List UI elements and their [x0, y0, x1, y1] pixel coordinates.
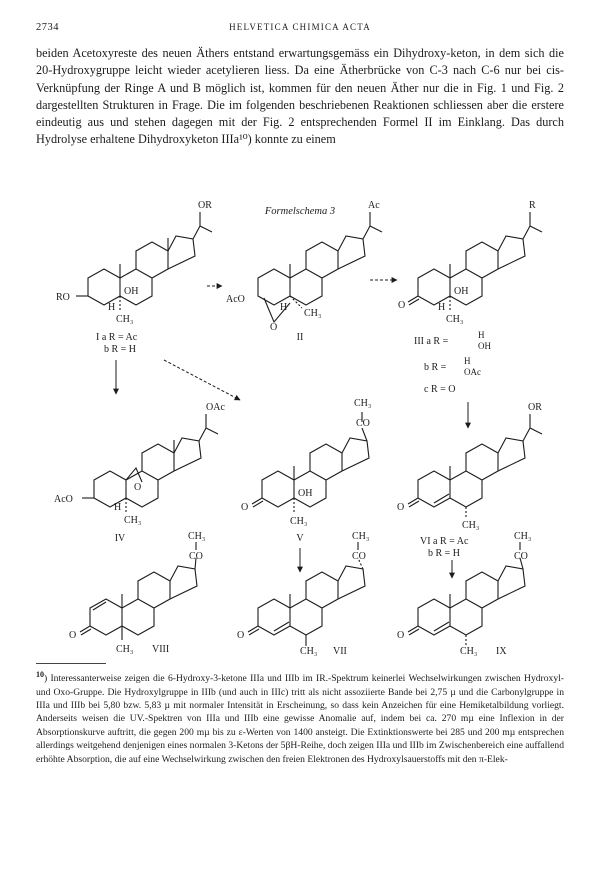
- compound-III: [408, 212, 542, 310]
- compound-III-label-b: b R =: [424, 362, 447, 373]
- ring-B: [450, 599, 482, 635]
- compound-III-label-b-sub-top: H: [464, 356, 471, 366]
- compound-III-methyl: CH₃: [446, 314, 464, 325]
- ring-A: [90, 599, 122, 635]
- compound-VI-ketone-oxygen: O: [397, 502, 405, 513]
- body-text: [36, 45, 564, 149]
- compound-III-label-a-sub-bottom: OH: [478, 341, 491, 351]
- ring-B: [122, 599, 154, 635]
- compound-II-methyl: CH₃: [304, 308, 322, 319]
- compound-I-label-a: I a R = Ac: [96, 332, 138, 343]
- ketone-bond: [248, 626, 259, 635]
- compound-I-top-substituent: OR: [198, 200, 212, 211]
- footnote-paragraph: $^{10}$) Interessanterweise zeigen die 6-Hydroxy-3-ketone IIIa und IIIb im IR.-Spektrum keinerlei Wechselwirkungen zwischen Hydroxyl- und Oxo-Gruppe. Die Hydroxylgruppe in IIIb (und auch in IIIc) tritt als nicht assoziierte Bande bei 2,75 µ und die Carbonylgruppe in IIIa und IIIb bei 5,80 bzw. 5,83 µ mit normaler Intensität in Erscheinung, so dass kein Anzeichen für eine Hemiketalbildung vorliegt. Anderseits weisen die UV.-Spektren von IIIa und IIIb eine gewisse Anomalie auf, indem bei ca. 270 mµ eine Inflexion in der Absorptionskurve auftritt, die gegen 200 mµ bis zu ε-Werten von 1400 ansteigt. Die Extinktionswerte bei 285 und 200 mµ entsprechen allerdings weitgehend denjenigen eines normalen 3-Ketons der 5βH-Reihe, doch zeigen IIIa und IIIb im Zwischenbereich eine auffallend erhöhte Absorption, die auf eine Wechselwirkung zwischen den freien Elektronen des Hydroxylsauerstoffs mit den π-Elek-: [36, 670, 564, 765]
- ring-C: [142, 444, 174, 480]
- ring-A: [262, 471, 294, 507]
- compound-VI-label-a: VI a R = Ac: [420, 536, 469, 547]
- ring-C: [466, 242, 498, 278]
- compound-II-label: II: [296, 332, 304, 343]
- side-chain: [363, 212, 382, 239]
- compound-V-acetyl-ch3: CH₃: [354, 398, 372, 409]
- compound-II-top-substituent: Ac: [368, 200, 380, 211]
- compound-II-hydrogen: H: [280, 302, 288, 313]
- compound-II-left-group: AcO: [226, 294, 245, 305]
- compound-I: [76, 212, 212, 310]
- compound-IX-methyl: CH₃: [460, 646, 478, 657]
- ring-D: [174, 438, 201, 471]
- footnote-text: Interessanterweise zeigen die 6-Hydroxy-3-ketone IIIa und IIIb im IR.-Spektrum keinerlei Wechselwirkungen zwischen Hydroxyl- und Oxo-Gruppe. Die Hydroxylgruppe in IIIb (und auch in IIIc) tritt als nicht assoziierte Bande bei 2,75 µ und die Carbonylgruppe in IIIa und IIIb bei 5,80 bzw. 5,83 µ mit normaler Intensität in Erscheinung, so dass kein Anzeichen für eine Hemiketalbildung vorliegt. Anderseits weisen die UV.-Spektren von IIIa und IIIb eine gewisse Anomalie auf, indem bei ca. 270 mµ eine Inflexion in der Absorptionskurve auftritt, die gegen 200 mµ bis zu ε-Werten von 1400 ansteigt. Die Extinktionswerte bei 285 und 200 mµ entsprechen allerdings weitgehend denjenigen eines normalen 3-Ketons der 5βH-Reihe, doch zeigen IIIa und IIIb im Zwischenbereich eine auffallend erhöhte Absorption, die auf eine Wechselwirkung zwischen den freien Elektronen des Hydroxylsauerstoffs mit den π-Elek-: [36, 673, 564, 765]
- compound-VII-acetyl-co: CO: [352, 551, 366, 562]
- ring-C: [310, 444, 342, 480]
- ring-A-double-bond: [274, 622, 289, 631]
- ring-B: [126, 471, 158, 507]
- ring-A: [418, 471, 450, 507]
- compound-IV: [82, 414, 218, 512]
- compound-I-methyl: CH₃: [116, 314, 134, 325]
- ring-C: [306, 242, 338, 278]
- compound-III-ketone-oxygen: O: [398, 300, 406, 311]
- ketone-bond: [408, 296, 419, 305]
- ring-D: [170, 566, 197, 599]
- compound-III-label-a: III a R =: [414, 336, 449, 347]
- ketone-bond: [252, 498, 263, 507]
- compound-VI-label-b: b R = H: [428, 548, 461, 559]
- ring-C: [306, 572, 338, 608]
- ring-D: [168, 236, 195, 269]
- footnote-divider: [36, 663, 106, 664]
- compound-V-acetyl-co: CO: [356, 418, 370, 429]
- ring-D: [498, 438, 525, 471]
- compound-I-hydrogen: H: [108, 302, 116, 313]
- compound-III-label-b-sub-bottom: OAc: [464, 367, 481, 377]
- compound-I-label-b: b R = H: [104, 344, 137, 355]
- side-chain: [199, 414, 218, 441]
- side-chain: [193, 212, 212, 239]
- ring-A-double-bond: [434, 494, 449, 503]
- compound-VII-label: VII: [333, 646, 347, 657]
- compound-IV-bridge-oxygen: O: [134, 482, 142, 493]
- compound-VIII: [80, 542, 197, 640]
- compound-VI: [408, 414, 542, 518]
- side-chain: [523, 414, 542, 441]
- side-chain: [523, 212, 542, 239]
- ketone-bond: [408, 498, 419, 507]
- compound-I-hydroxyl: OH: [124, 286, 139, 297]
- compound-V-hydroxyl: OH: [298, 488, 313, 499]
- ring-D: [338, 566, 365, 599]
- ring-D: [498, 236, 525, 269]
- ring-B: [290, 599, 322, 635]
- footnote: [36, 668, 564, 766]
- ring-A: [258, 269, 290, 305]
- journal-title: HELVETICA CHIMICA ACTA: [229, 22, 371, 32]
- ketone-bond: [408, 626, 419, 635]
- ring-C: [466, 572, 498, 608]
- compound-II: [258, 212, 382, 322]
- compound-VI-methyl: CH₃: [462, 520, 480, 531]
- ring-A: [258, 599, 290, 635]
- scheme-drawing: [0, 198, 600, 658]
- ring-D: [342, 438, 369, 471]
- reaction-scheme: [0, 198, 600, 658]
- compound-V-methyl: CH₃: [290, 516, 308, 527]
- ketone-bond: [80, 626, 91, 635]
- scheme-title: Formelschema 3: [264, 206, 336, 217]
- compound-IX-label: IX: [496, 646, 507, 657]
- compound-VII-ketone-oxygen: O: [237, 630, 245, 641]
- compound-VII: [248, 542, 365, 646]
- compound-IX-ketone-oxygen: O: [397, 630, 405, 641]
- compound-VI-top-substituent: OR: [528, 402, 542, 413]
- ring-C: [136, 242, 168, 278]
- footnote-marker: 10: [36, 670, 44, 679]
- compound-IX-acetyl-co: CO: [514, 551, 528, 562]
- compound-V-ketone-oxygen: O: [241, 502, 249, 513]
- arrow-I-to-V: [164, 360, 240, 400]
- ring-A: [418, 269, 450, 305]
- ring-B: [290, 269, 322, 305]
- compound-III-hydroxyl: OH: [454, 286, 469, 297]
- ring-B: [450, 471, 482, 507]
- compound-VIII-acetyl-co: CO: [189, 551, 203, 562]
- compound-VII-methyl: CH₃: [300, 646, 318, 657]
- body-paragraph: beiden Acetoxyreste des neuen Äthers entstand erwartungsgemäss ein Dihydroxy-keton, in dem sich die 20-Hydroxygruppe leicht wieder acetylieren liess. Da eine Ätherbrücke von C-3 nach C-6 nur bei cis-Verknüpfung der Ringe A und B möglich ist, kommen für den neuen Äther nur die in Fig. 1 und Fig. 2 dargestellten Strukturen in Frage. Die im folgenden beschriebenen Reaktionen schliessen aber die erstere eindeutig aus und stehen dagegen mit der Fig. 2 entsprechenden Formel II im Einklang. Das durch Hydrolyse erhaltene Dihydroxyketon IIIa¹⁰) konnte zu einem: [36, 46, 564, 147]
- compound-IV-methyl: CH₃: [124, 515, 142, 526]
- compound-VIII-label: VIII: [152, 644, 170, 655]
- compound-VIII-methyl: CH₃: [116, 644, 134, 655]
- compound-VIII-acetyl-ch3: CH₃: [188, 531, 206, 542]
- ring-A: [88, 269, 120, 305]
- compound-IV-left-group: AcO: [54, 494, 73, 505]
- ring-A: [418, 599, 450, 635]
- compound-IX: [408, 542, 525, 646]
- ring-C: [138, 572, 170, 608]
- compound-IV-hydrogen: H: [114, 502, 122, 513]
- compound-IV-top-substituent: OAc: [206, 402, 225, 413]
- ring-C: [466, 444, 498, 480]
- page-number: 2734: [36, 22, 59, 33]
- compound-II-bridge-oxygen: O: [270, 322, 278, 333]
- compound-III-label-c: c R = O: [424, 384, 456, 395]
- ring-D: [498, 566, 525, 599]
- ring-A-double-bond: [434, 622, 449, 631]
- compound-V-label: V: [296, 533, 304, 544]
- ring-D: [338, 236, 365, 269]
- compound-VII-acetyl-ch3: CH₃: [352, 531, 370, 542]
- compound-III-top-substituent: R: [529, 200, 536, 211]
- compound-IV-label: IV: [114, 533, 126, 544]
- compound-IX-acetyl-ch3: CH₃: [514, 531, 532, 542]
- angular-methyl: [120, 238, 168, 278]
- compound-III-hydrogen: H: [438, 302, 446, 313]
- compound-III-label-a-sub-top: H: [478, 330, 485, 340]
- compound-VIII-ketone-oxygen: O: [69, 630, 77, 641]
- compound-I-left-group: RO: [56, 292, 70, 303]
- page-header: [36, 22, 564, 36]
